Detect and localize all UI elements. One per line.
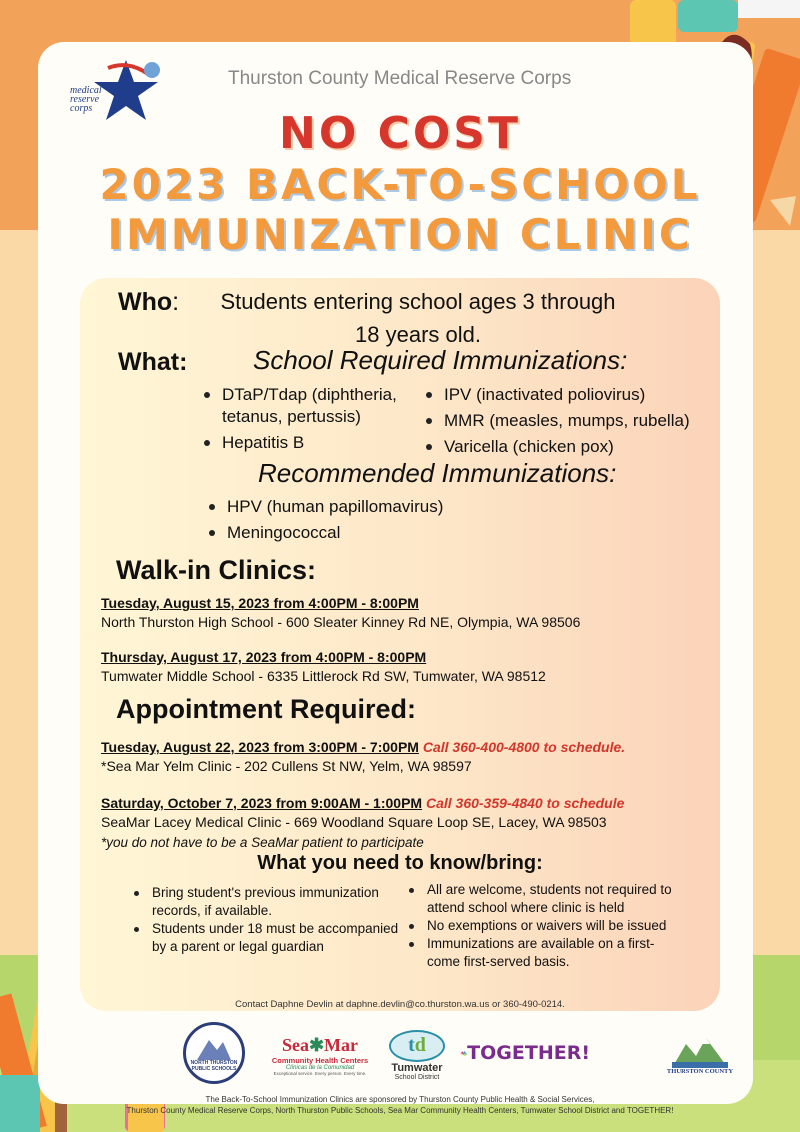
- list-item: All are welcome, students not required to attend school where clinic is held: [405, 881, 685, 917]
- organization-name: Thurston County Medical Reserve Corps: [228, 68, 572, 89]
- clinic-location: SeaMar Lacey Medical Clinic - 669 Woodland Square Loop SE, Lacey, WA 98503: [101, 814, 607, 830]
- tumwater-subtitle: School District: [394, 1073, 440, 1081]
- list-item: HPV (human papillomavirus): [205, 496, 525, 518]
- need-list-left: [130, 884, 400, 956]
- appointment-clinic-1: [101, 738, 625, 776]
- tumwater-name: Tumwater: [391, 1061, 443, 1074]
- together-logo: [460, 1036, 590, 1070]
- need-list-right: [405, 881, 685, 971]
- seamar-tagline-2: Clínicas de la Comunidad: [285, 1064, 355, 1071]
- tumwater-letter-t: t: [408, 1034, 415, 1056]
- logo-word-reserve: reserve: [70, 94, 100, 105]
- north-thurston-public-schools-logo: [183, 1022, 245, 1084]
- clinic-phone-call: Call 360-400-4800 to schedule.: [422, 739, 626, 755]
- hands-icon: [460, 1040, 467, 1066]
- logo-word-corps: corps: [70, 103, 93, 114]
- list-item: DTaP/Tdap (diphtheria, tetanus, pertussis): [200, 384, 420, 428]
- clinic-location: North Thurston High School - 600 Sleater Kinney Rd NE, Olympia, WA 98506: [101, 614, 581, 630]
- list-item: Varicella (chicken pox): [422, 436, 722, 458]
- contact-line: Contact Daphne Devlin at daphne.devlin@co.thurston.wa.us or 360-490-0214.: [235, 999, 565, 1010]
- title-line-1: 2023 BACK-TO-SCHOOL: [99, 160, 701, 209]
- clinic-date: Thursday, August 17, 2023 from 4:00PM - 8:00PM: [101, 649, 427, 665]
- nt-logo-text-bottom: PUBLIC SCHOOLS: [191, 1066, 237, 1072]
- required-list-right: [422, 384, 722, 462]
- thurston-county-text: THURSTON COUNTY: [666, 1067, 734, 1075]
- walk-in-clinic-1: [101, 594, 580, 632]
- clinic-location: *Sea Mar Yelm Clinic - 202 Cullens St NW, Yelm, WA 98597: [101, 758, 472, 774]
- sponsor-footer: [0, 1094, 800, 1116]
- recommended-list: [205, 496, 525, 548]
- tumwater-letter-d: d: [414, 1034, 426, 1056]
- seamar-note: *you do not have to be a SeaMar patient to participate: [101, 835, 424, 850]
- clinic-phone-call: Call 360-359-4840 to schedule: [425, 795, 625, 811]
- recommended-immunizations-heading: Recommended Immunizations:: [258, 458, 617, 488]
- together-text: TOGETHER!: [467, 1042, 590, 1064]
- footer-line-2: Thurston County Medical Reserve Corps, North Thurston Public Schools, Sea Mar Community Health Centers, Tumwater School District and TOGETHER!: [126, 1106, 674, 1115]
- list-item: IPV (inactivated poliovirus): [422, 384, 722, 406]
- who-text: Students entering school ages 3 through 18 years old.: [220, 289, 616, 347]
- list-item: Immunizations are available on a first-come first-served basis.: [405, 935, 685, 971]
- seamar-word-mar: Mar: [324, 1034, 359, 1055]
- seamar-star-icon: ✱: [308, 1034, 325, 1055]
- title-line-2: IMMUNIZATION CLINIC: [107, 210, 693, 259]
- list-item: Hepatitis B: [200, 432, 420, 454]
- walk-in-heading: Walk-in Clinics:: [116, 555, 317, 585]
- clinic-date: Tuesday, August 22, 2023 from 3:00PM - 7:00PM: [101, 739, 419, 755]
- seamar-word-sea: Sea: [281, 1034, 309, 1055]
- title-no-cost: NO COST: [279, 108, 521, 159]
- clinic-date: Saturday, October 7, 2023 from 9:00AM - 1:00PM: [101, 795, 423, 811]
- appointment-clinic-2: [101, 794, 624, 832]
- list-item: Bring student's previous immunization records, if available.: [130, 884, 400, 920]
- who-label-text: Who: [118, 288, 173, 316]
- list-item: Students under 18 must be accompanied by a parent or legal guardian: [130, 920, 400, 956]
- seamar-tagline-1: Community Health Centers: [271, 1055, 369, 1065]
- clinic-date: Tuesday, August 15, 2023 from 4:00PM - 8:00PM: [101, 595, 419, 611]
- list-item: Meningococcal: [205, 522, 525, 544]
- county-landscape-icon: [672, 1034, 728, 1068]
- seamar-tagline-3: Exceptional service. Every person. Every time.: [273, 1070, 367, 1076]
- mountain-icon: [197, 1034, 231, 1060]
- walk-in-clinic-2: [101, 648, 546, 686]
- tumwater-school-district-logo: [384, 1026, 450, 1084]
- logo-word-medical: medical: [70, 85, 102, 96]
- footer-line-1: The Back-To-School Immunization Clinics are sponsored by Thurston County Public Health & Social Services,: [205, 1095, 595, 1104]
- required-list-left: [200, 384, 420, 458]
- required-immunizations-heading: School Required Immunizations:: [253, 345, 628, 375]
- who-colon: :: [172, 288, 180, 316]
- need-to-know-heading: What you need to know/bring:: [257, 852, 543, 874]
- nt-logo-text-top: NORTH THURSTON: [190, 1060, 238, 1066]
- list-item: No exemptions or waivers will be issued: [405, 917, 685, 935]
- list-item: MMR (measles, mumps, rubella): [422, 410, 722, 432]
- sea-mar-logo: [270, 1030, 370, 1080]
- appointment-heading: Appointment Required:: [116, 694, 416, 724]
- what-label: What:: [118, 348, 188, 376]
- clinic-location: Tumwater Middle School - 6335 Littlerock Rd SW, Tumwater, WA 98512: [101, 668, 546, 684]
- who-label: [118, 288, 179, 317]
- thurston-county-logo: [664, 1026, 736, 1082]
